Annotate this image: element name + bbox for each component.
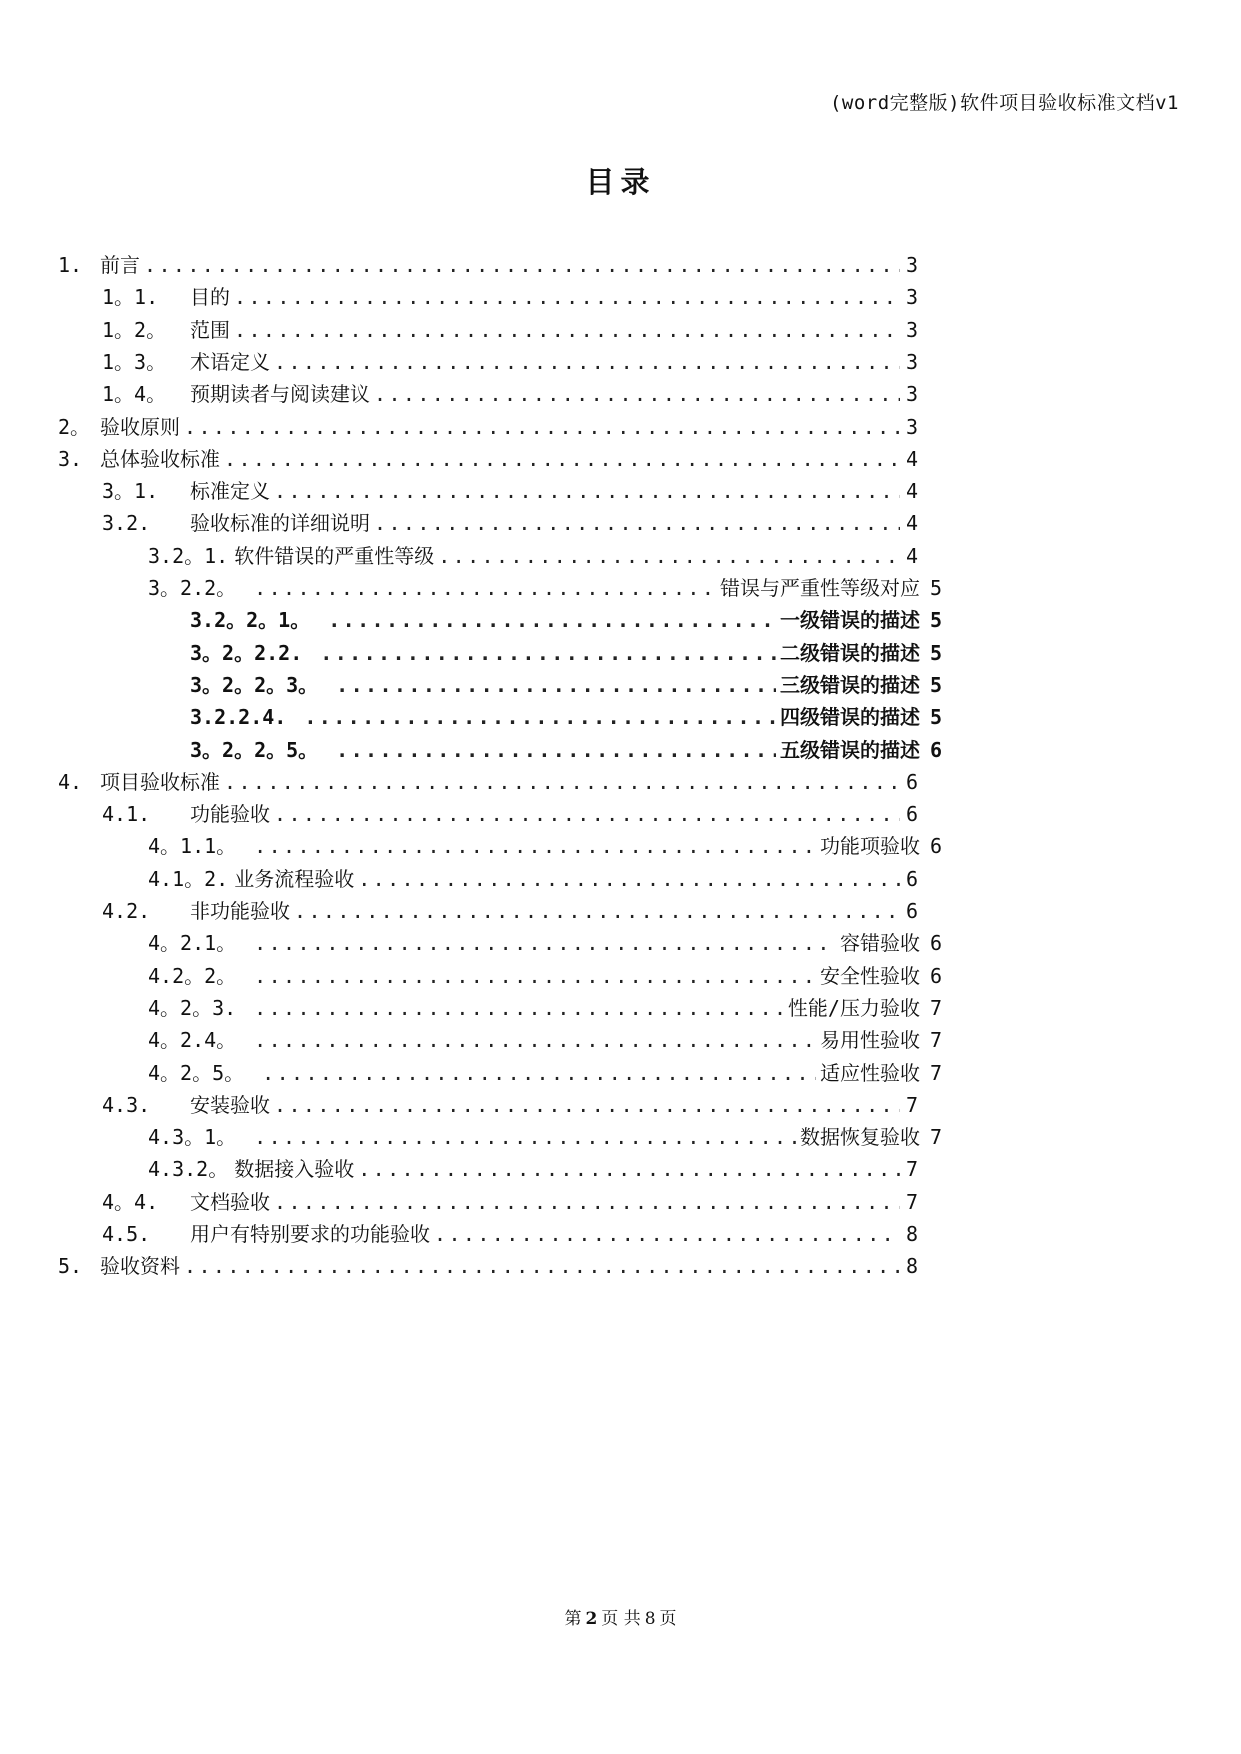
toc-entry-number: 1。3。 xyxy=(102,349,167,374)
toc-leader-dots xyxy=(304,702,776,732)
toc-entry-label: 功能验收 xyxy=(190,802,270,827)
toc-entry-number: 3。1. xyxy=(102,479,159,504)
toc-entry-label: 验收原则 xyxy=(100,414,180,439)
toc-leader-dots xyxy=(234,315,900,345)
toc-entry-page: 4 xyxy=(905,511,918,536)
toc-entry-label: 术语定义 xyxy=(190,349,270,374)
toc-entry-page: 6 xyxy=(905,866,918,891)
toc-entry-label: 数据恢复验收 xyxy=(799,1125,920,1150)
toc-entry[interactable] xyxy=(190,735,942,765)
toc-entry-page: 4 xyxy=(905,479,918,504)
toc-entry[interactable] xyxy=(102,347,918,377)
toc-entry-page: 3 xyxy=(905,253,918,277)
toc-entry[interactable] xyxy=(190,670,942,700)
toc-leader-dots xyxy=(320,638,776,668)
toc-entry-label: 业务流程验收 xyxy=(234,866,355,891)
toc-entry[interactable] xyxy=(148,864,918,894)
toc-entry-label: 适应性验收 xyxy=(819,1060,920,1085)
toc-entry-number: 4.3.2。 xyxy=(148,1157,229,1182)
toc-entry-page: 6 xyxy=(905,899,918,923)
toc-entry[interactable] xyxy=(102,1187,918,1217)
toc-entry[interactable] xyxy=(102,1219,918,1249)
toc-entry-number: 3。2。2。3。 xyxy=(190,672,319,697)
footer-prefix: 第 xyxy=(564,1609,582,1629)
toc-entry[interactable] xyxy=(190,638,942,668)
toc-entry-page: 6 xyxy=(905,769,918,794)
toc-leader-dots xyxy=(336,735,776,765)
toc-entry-page: 8 xyxy=(905,1222,918,1246)
toc-entry-page: 5 xyxy=(929,640,942,665)
toc-entry-label: 四级错误的描述 xyxy=(779,705,920,730)
toc-entry-page: 7 xyxy=(929,1028,942,1053)
toc-entry[interactable] xyxy=(148,1154,918,1184)
toc-entry[interactable] xyxy=(58,412,918,442)
toc-entry-number: 4。2.4。 xyxy=(148,1028,237,1053)
toc-leader-dots xyxy=(374,379,900,409)
page-title: 目录 xyxy=(585,165,656,199)
toc-entry-label: 项目验收标准 xyxy=(100,769,220,794)
toc-leader-dots xyxy=(274,1187,900,1217)
toc-entry[interactable] xyxy=(102,379,918,409)
toc-leader-dots xyxy=(358,1154,900,1184)
toc-entry-number: 4.2。2。 xyxy=(148,963,237,988)
toc-entry[interactable] xyxy=(190,605,942,635)
toc-entry-label: 功能项验收 xyxy=(819,834,920,859)
toc-entry-number: 3。2。2.2. xyxy=(190,640,303,665)
toc-leader-dots xyxy=(274,799,900,829)
toc-leader-dots xyxy=(224,767,900,797)
toc-entry-page: 3 xyxy=(905,317,918,342)
toc-leader-dots xyxy=(144,250,900,280)
toc-entry-page: 7 xyxy=(929,1125,942,1150)
toc-entry-page: 8 xyxy=(905,1254,918,1279)
toc-entry-number: 4。4. xyxy=(102,1189,159,1214)
toc-entry-page: 6 xyxy=(929,963,942,988)
toc-entry-number: 4.3. xyxy=(102,1092,151,1117)
toc-entry-label: 文档验收 xyxy=(190,1189,270,1214)
toc-leader-dots xyxy=(224,444,900,474)
footer-suffix: 页 xyxy=(659,1609,677,1629)
toc-entry-page: 5 xyxy=(929,672,942,697)
toc-leader-dots xyxy=(336,670,776,700)
toc-entry[interactable] xyxy=(102,799,918,829)
toc-entry[interactable] xyxy=(58,1251,918,1281)
toc-entry-label: 软件错误的严重性等级 xyxy=(234,543,435,568)
toc-entry-label: 验收资料 xyxy=(100,1254,180,1279)
toc-entry-label: 标准定义 xyxy=(190,479,270,504)
toc-entry-number: 3。2。2。5。 xyxy=(190,737,319,762)
toc-entry-page: 7 xyxy=(905,1092,918,1117)
toc-entry-page: 7 xyxy=(929,1060,942,1085)
toc-entry-label: 目的 xyxy=(190,285,230,310)
toc-leader-dots xyxy=(184,412,900,442)
toc-entry[interactable] xyxy=(148,1025,942,1055)
toc-leader-dots xyxy=(254,831,816,861)
toc-entry[interactable] xyxy=(148,1058,942,1088)
toc-entry-number: 3.2。2。1。 xyxy=(190,608,311,633)
footer-mid: 页 共 xyxy=(601,1609,641,1629)
toc-entry-label: 验收标准的详细说明 xyxy=(190,511,370,536)
toc-entry-label: 范围 xyxy=(190,317,230,342)
toc-entry-page: 7 xyxy=(929,995,942,1020)
toc-entry-page: 6 xyxy=(929,931,942,956)
toc-leader-dots xyxy=(254,928,836,958)
toc-entry-page: 3 xyxy=(905,414,918,439)
toc-entry[interactable] xyxy=(148,1122,942,1152)
toc-entry-page: 6 xyxy=(905,802,918,827)
toc-entry-label: 错误与严重性等级对应 xyxy=(719,576,920,600)
toc-entry-number: 4。1.1。 xyxy=(148,834,237,859)
toc-entry-number: 2。 xyxy=(58,414,91,439)
toc-entry-label: 总体验收标准 xyxy=(100,446,220,471)
toc-leader-dots xyxy=(438,541,900,571)
toc-entry-number: 4.2. xyxy=(102,899,151,923)
toc-entry-number: 1。1. xyxy=(102,285,159,310)
toc-leader-dots xyxy=(254,1025,816,1055)
toc-entry-label: 一级错误的描述 xyxy=(779,608,920,633)
toc-entry-number: 3. xyxy=(58,446,83,471)
toc-entry-label: 性能/压力验收 xyxy=(787,995,920,1020)
toc-leader-dots xyxy=(274,347,900,377)
toc-entry[interactable] xyxy=(58,767,918,797)
toc-entry-number: 1。4。 xyxy=(102,382,167,407)
toc-entry-label: 二级错误的描述 xyxy=(779,640,920,665)
toc-entry-label: 安装验收 xyxy=(190,1092,270,1117)
toc-entry-number: 3.2. xyxy=(102,511,151,536)
toc-entry[interactable] xyxy=(58,250,918,280)
toc-leader-dots xyxy=(254,993,784,1023)
footer-total-pages: 8 xyxy=(644,1609,656,1629)
toc-entry[interactable] xyxy=(190,702,942,732)
toc-entry-label: 数据接入验收 xyxy=(234,1157,355,1182)
toc-entry[interactable] xyxy=(102,476,918,506)
toc-entry-label: 三级错误的描述 xyxy=(779,672,920,697)
toc-leader-dots xyxy=(184,1251,900,1281)
toc-entry[interactable] xyxy=(102,315,918,345)
toc-entry-label: 易用性验收 xyxy=(819,1028,920,1053)
toc-entry[interactable] xyxy=(148,961,942,991)
toc-entry[interactable] xyxy=(148,993,942,1023)
toc-entry-page: 3 xyxy=(905,382,918,407)
page-footer xyxy=(0,1604,1241,1629)
toc-entry-label: 前言 xyxy=(100,253,140,277)
toc-entry-number: 4。2。5。 xyxy=(148,1060,245,1085)
toc-entry-page: 4 xyxy=(905,543,918,568)
toc-leader-dots xyxy=(234,282,900,312)
toc-entry-page: 5 xyxy=(929,576,942,600)
toc-entry-page: 3 xyxy=(905,349,918,374)
toc-entry-number: 4.1. xyxy=(102,802,151,827)
toc-entry-number: 3.2.2.4. xyxy=(190,705,287,730)
toc-entry[interactable] xyxy=(148,831,942,861)
toc-entry-label: 容错验收 xyxy=(839,931,920,956)
toc-entry[interactable] xyxy=(102,1090,918,1120)
toc-entry-label: 五级错误的描述 xyxy=(779,737,920,762)
toc-entry[interactable] xyxy=(102,282,918,312)
toc-entry-number: 3。2.2。 xyxy=(148,576,237,600)
toc-entry[interactable] xyxy=(148,573,942,603)
toc-entry-number: 3.2。1. xyxy=(148,543,229,568)
toc-entry-page: 7 xyxy=(905,1157,918,1182)
toc-entry[interactable] xyxy=(102,508,918,538)
footer-current-page: 2 xyxy=(585,1609,598,1629)
toc-leader-dots xyxy=(294,896,900,926)
toc-entry-page: 6 xyxy=(929,834,942,859)
toc-leader-dots xyxy=(328,605,776,635)
toc-leader-dots xyxy=(254,1122,796,1152)
toc-leader-dots xyxy=(358,864,900,894)
toc-entry-number: 4。2。3. xyxy=(148,995,237,1020)
toc-entry-page: 4 xyxy=(905,446,918,471)
toc-entry-label: 安全性验收 xyxy=(819,963,920,988)
toc-leader-dots xyxy=(274,476,900,506)
toc-entry-number: 1. xyxy=(58,253,83,277)
toc-entry[interactable] xyxy=(58,444,918,474)
toc-entry-number: 4.3。1。 xyxy=(148,1125,237,1150)
toc-entry[interactable] xyxy=(148,541,918,571)
toc-leader-dots xyxy=(262,1058,816,1088)
toc-entry-number: 4.1。2. xyxy=(148,866,229,891)
toc-entry-page: 5 xyxy=(929,608,942,633)
toc-entry-number: 5. xyxy=(58,1254,83,1279)
toc-entry-number: 1。2。 xyxy=(102,317,167,342)
toc-entry[interactable] xyxy=(102,896,918,926)
toc-leader-dots xyxy=(434,1219,900,1249)
toc-entry-label: 预期读者与阅读建议 xyxy=(190,382,370,407)
toc-entry-page: 3 xyxy=(905,285,918,310)
toc-leader-dots xyxy=(254,573,716,603)
toc-entry-page: 5 xyxy=(929,705,942,730)
toc-entry-number: 4。2.1。 xyxy=(148,931,237,956)
toc-leader-dots xyxy=(274,1090,900,1120)
toc-entry-page: 6 xyxy=(929,737,942,762)
running-header: (word完整版)软件项目验收标准文档v1 xyxy=(829,92,1179,114)
toc-entry-number: 4. xyxy=(58,769,83,794)
toc-entry-number: 4.5. xyxy=(102,1222,151,1246)
toc-leader-dots xyxy=(254,961,816,991)
toc-leader-dots xyxy=(374,508,900,538)
toc-entry-page: 7 xyxy=(905,1189,918,1214)
toc-entry-label: 非功能验收 xyxy=(190,899,290,923)
toc-entry[interactable] xyxy=(148,928,942,958)
toc-entry-label: 用户有特别要求的功能验收 xyxy=(190,1222,430,1246)
